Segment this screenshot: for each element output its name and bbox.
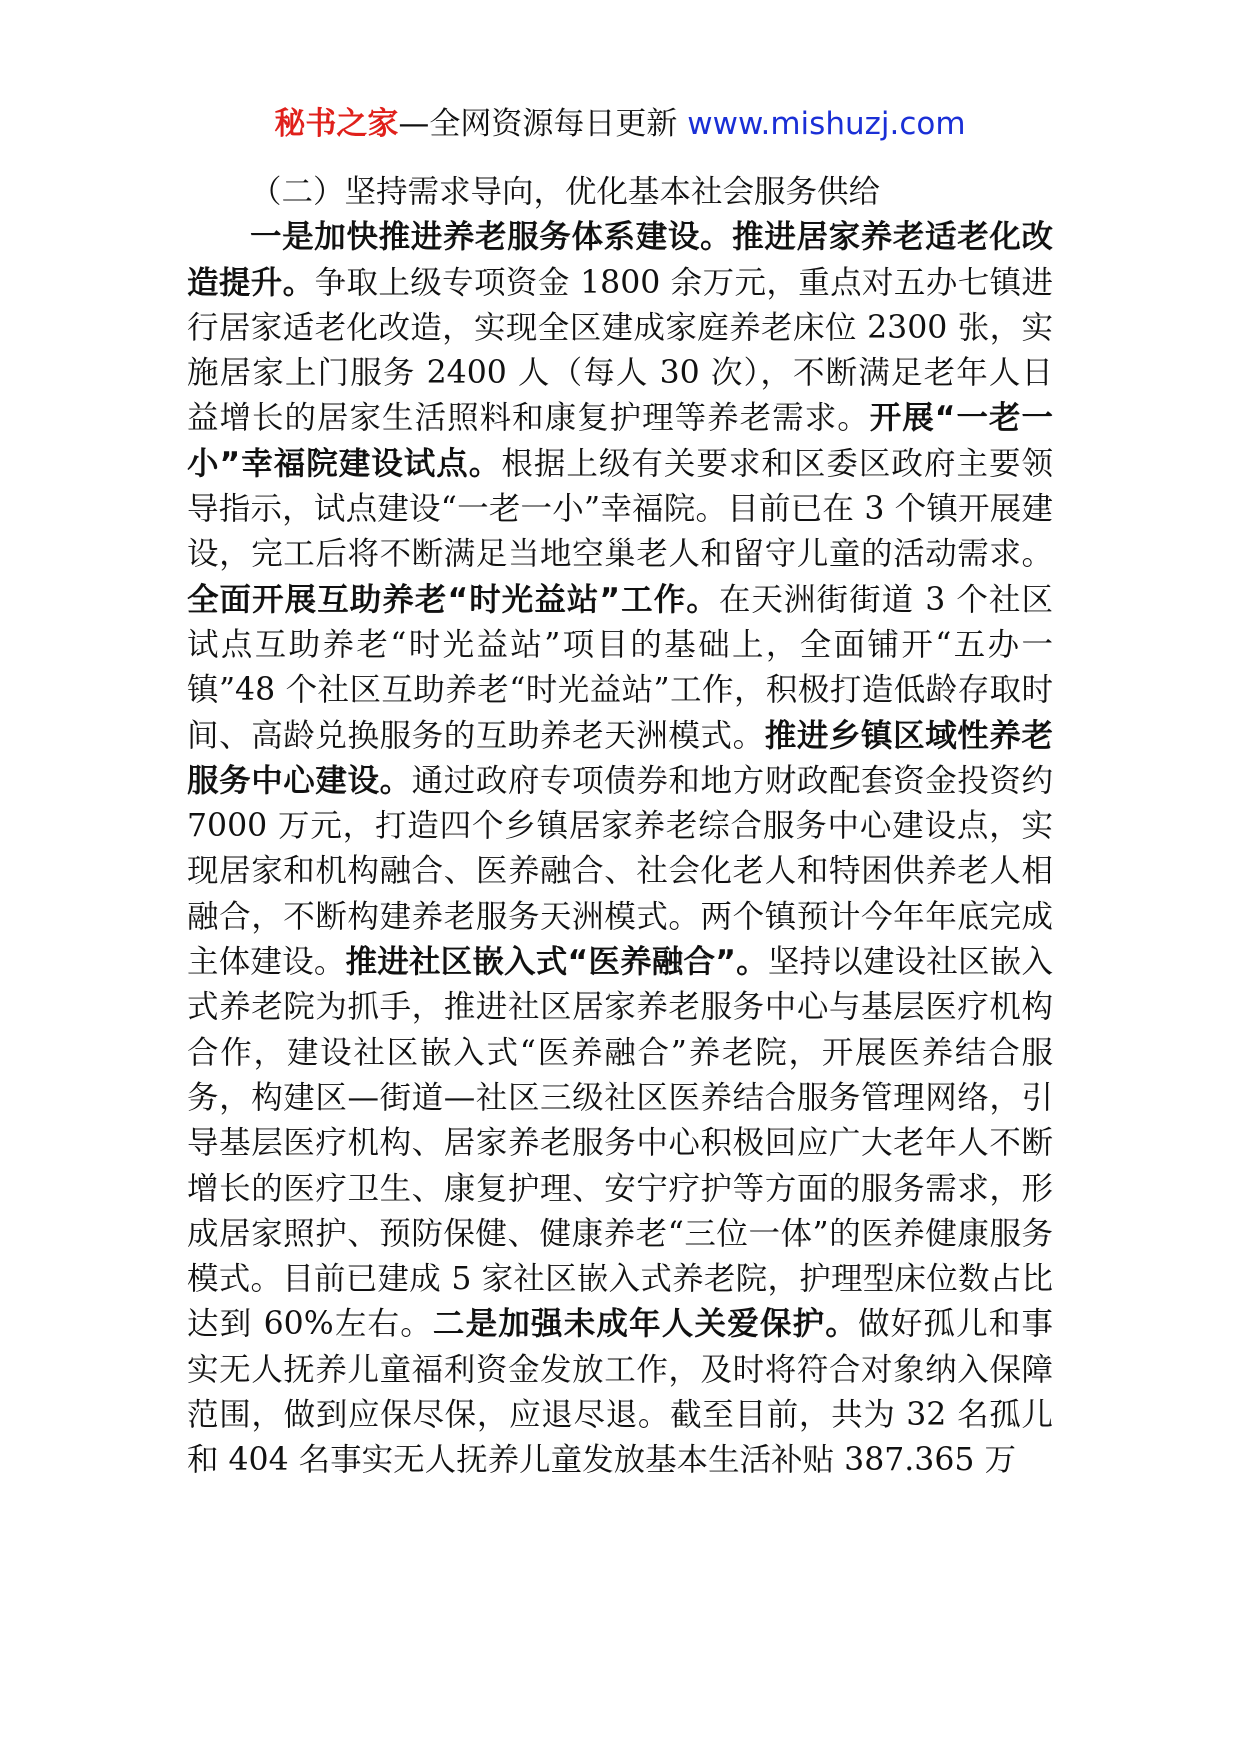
body-text-3: 在天洲街街道 3 个社区试点互助养老“时光益站”项目的基础上，全面铺开“五办一镇”48 个社区互助养老“时光益站”工作，积极打造低龄存取时间、高龄兑换服务的互助养老天洲模式。 xyxy=(187,581,1053,754)
body-text-2: 根据上级有关要求和区委区政府主要领导指示，试点建设“一老一小”幸福院。目前已在 3 个镇开展建设，完工后将不断满足当地空巢老人和留守儿童的活动需求。 xyxy=(187,445,1053,573)
body-paragraph xyxy=(187,215,1053,1483)
bold-lead-1: 一是加快推进养老服务体系建设。推进居家养老适老化改造提升。 xyxy=(187,219,1053,301)
body-text-1: 争取上级专项资金 1800 余万元，重点对五办七镇进行居家适老化改造，实现全区建成家庭养老床位 2300 张，实施居家上门服务 2400 人（每人 30 次），不断满足老年人日益增长的居家生活照料和康复护理等养老需求。 xyxy=(187,264,1053,437)
bold-lead-5: 推进社区嵌入式“医养融合”。 xyxy=(345,944,768,981)
bold-lead-3: 全面开展互助养老“时光益站”工作。 xyxy=(187,581,719,618)
bold-lead-2: 开展“一老一小”幸福院建设试点。 xyxy=(187,400,1053,482)
header-url-link[interactable]: www.mishuzj.com xyxy=(687,106,966,142)
bold-lead-4: 推进乡镇区域性养老服务中心建设。 xyxy=(187,717,1053,799)
body-text-6: 做好孤儿和事实无人抚养儿童福利资金发放工作，及时将符合对象纳入保障范围，做到应保尽保，应退尽退。截至目前，共为 32 名孤儿和 404 名事实无人抚养儿童发放基本生活补贴 387.365 万 xyxy=(187,1306,1053,1479)
brand-name: 秘书之家 xyxy=(274,106,399,142)
section-heading: （二）坚持需求导向，优化基本社会服务供给 xyxy=(250,174,881,210)
bold-lead-6: 二是加强未成年人关爱保护。 xyxy=(432,1306,858,1343)
document-body xyxy=(187,170,1053,1484)
page-header xyxy=(0,104,1240,144)
body-text-4: 通过政府专项债券和地方财政配套资金投资约 7000 万元，打造四个乡镇居家养老综合服务中心建设点，实现居家和机构融合、医养融合、社会化老人和特困供养老人相融合，不断构建养老服务天洲模式。两个镇预计今年年底完成主体建设。 xyxy=(187,762,1053,981)
header-tagline: —全网资源每日更新 xyxy=(398,106,688,142)
body-text-5: 坚持以建设社区嵌入式养老院为抓手，推进社区居家养老服务中心与基层医疗机构合作，建设社区嵌入式“医养融合”养老院，开展医养结合服务，构建区—街道—社区三级社区医养结合服务管理网络，引导基层医疗机构、居家养老服务中心积极回应广大老年人不断增长的医疗卫生、康复护理、安宁疗护等方面的服务需求，形成居家照护、预防保健、健康养老“三位一体”的医养健康服务模式。目前已建成 5 家社区嵌入式养老院，护理型床位数占比达到 60%左右。 xyxy=(187,944,1053,1343)
